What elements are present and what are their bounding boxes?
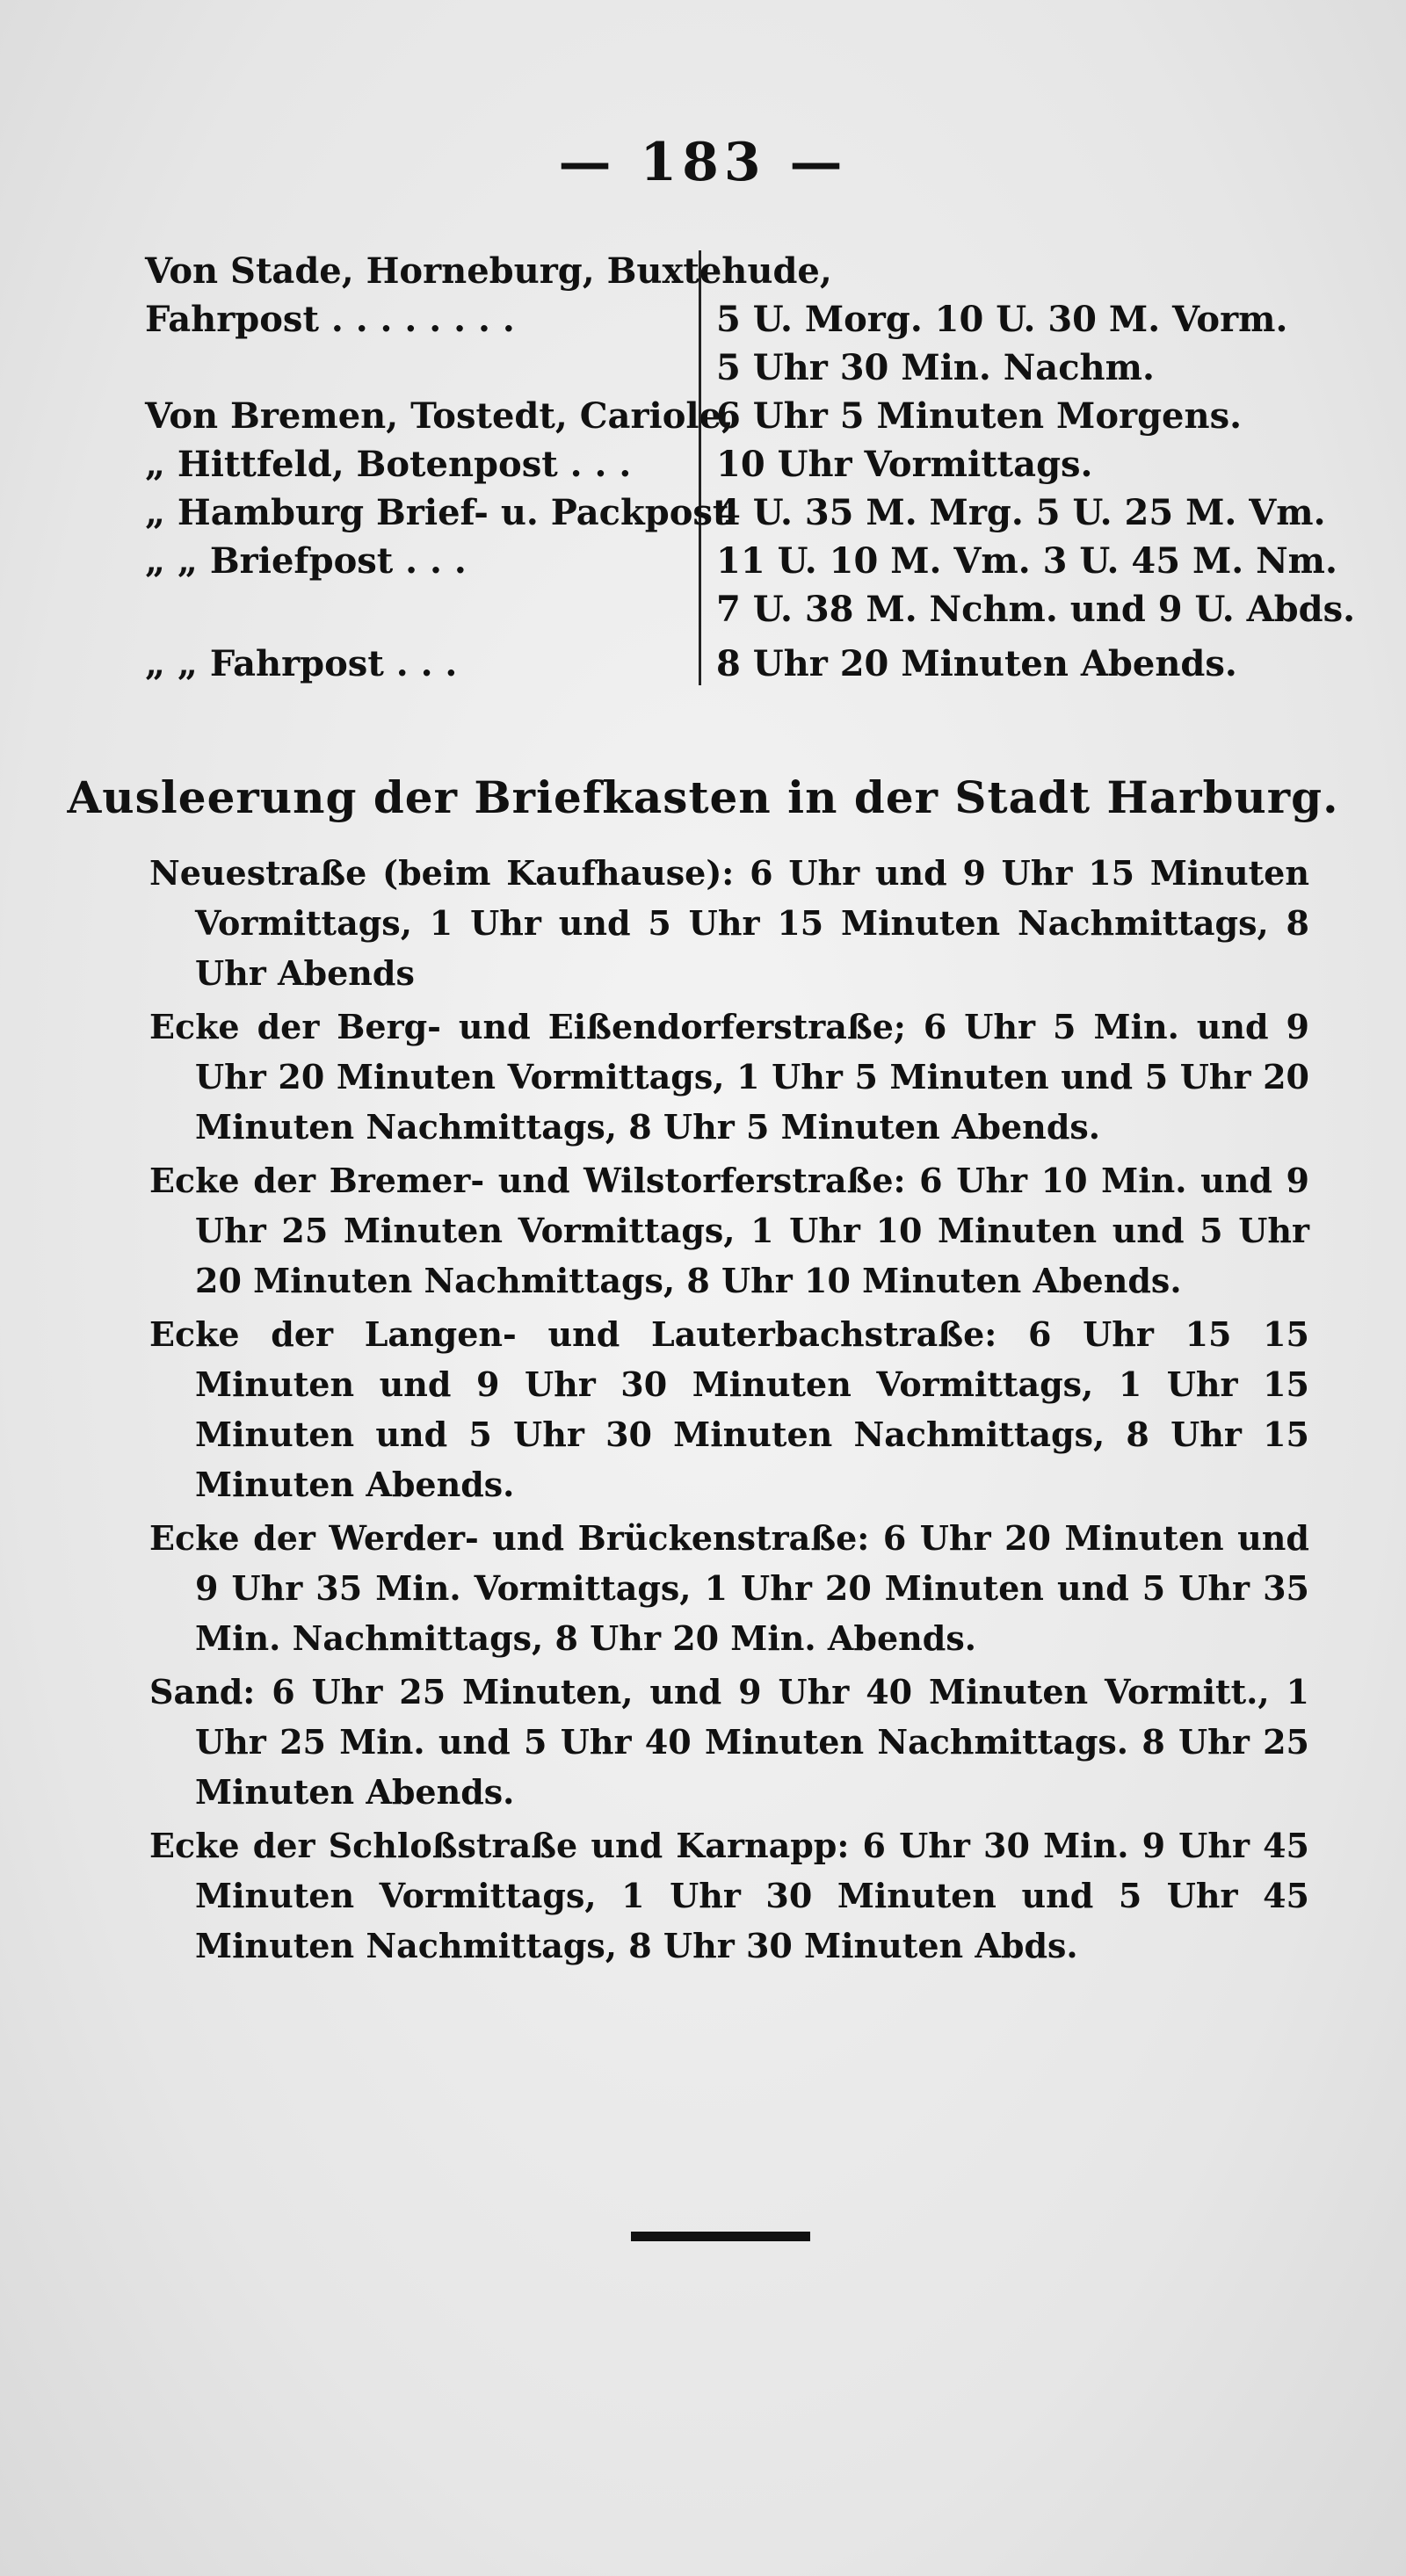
schedule-time: 8 Uhr 20 Minuten Abends. bbox=[716, 643, 1237, 684]
schedule-origin: „ Hittfeld, Botenpost . . . bbox=[145, 444, 632, 485]
section-heading: Ausleerung der Briefkasten in der Stadt Harburg. bbox=[67, 771, 1339, 823]
page-number: — 183 — bbox=[558, 132, 848, 193]
schedule-origin: Von Stade, Horneburg, Buxtehude, bbox=[145, 250, 832, 292]
schedule-origin: Fahrpost . . . . . . . . bbox=[145, 299, 515, 340]
schedule-time: 11 U. 10 M. Vm. 3 U. 45 M. Nm. bbox=[716, 540, 1337, 582]
schedule-origin: „ „ Fahrpost . . . bbox=[145, 643, 458, 684]
collection-entry: Ecke der Werder- und Brückenstraße: 6 Uhr 20 Minuten und 9 Uhr 35 Min. Vormittags, 1 Uhr 20 Minuten und 5 Uhr 35 Min. Nachmittags, 8 Uhr 20 Min. Abends. bbox=[149, 1518, 1309, 1658]
closing-rule bbox=[631, 2232, 810, 2241]
collection-entry: Ecke der Berg- und Eißendorferstraße; 6 Uhr 5 Min. und 9 Uhr 20 Minuten Vormittags, 1 Uhr 5 Minuten und 5 Uhr 20 Minuten Nachmittags, 8 Uhr 5 Minuten Abends. bbox=[149, 1007, 1309, 1147]
collection-entry: Sand: 6 Uhr 25 Minuten, und 9 Uhr 40 Minuten Vormitt., 1 Uhr 25 Min. und 5 Uhr 40 Minuten Nachmittags. 8 Uhr 25 Minuten Abends. bbox=[149, 1672, 1309, 1812]
schedule-time: 7 U. 38 M. Nchm. und 9 U. Abds. bbox=[716, 589, 1356, 630]
collection-entry: Neuestraße (beim Kaufhause): 6 Uhr und 9 Uhr 15 Minuten Vormittags, 1 Uhr und 5 Uhr 15 Minuten Nachmittags, 8 Uhr Abends bbox=[149, 853, 1309, 993]
schedule-time: 4 U. 35 M. Mrg. 5 U. 25 M. Vm. bbox=[716, 492, 1326, 533]
collection-entry: Ecke der Schloßstraße und Karnapp: 6 Uhr 30 Min. 9 Uhr 45 Minuten Vormittags, 1 Uhr 30 Minuten und 5 Uhr 45 Minuten Nachmittags, 8 Uhr 30 Minuten Abds. bbox=[149, 1826, 1309, 1965]
schedule-time: 5 U. Morg. 10 U. 30 M. Vorm. bbox=[716, 299, 1288, 340]
collection-entry: Ecke der Bremer- und Wilstorferstraße: 6 Uhr 10 Min. und 9 Uhr 25 Minuten Vormittags, 1 Uhr 10 Minuten und 5 Uhr 20 Minuten Nachmittags, 8 Uhr 10 Minuten Abends. bbox=[149, 1161, 1309, 1300]
schedule-time: 10 Uhr Vormittags. bbox=[716, 444, 1093, 485]
schedule-origin: „ „ Briefpost . . . bbox=[145, 540, 467, 582]
schedule-origin: „ Hamburg Brief- u. Packpost bbox=[145, 492, 729, 533]
collection-entry: Ecke der Langen- und Lauterbachstraße: 6 Uhr 15 15 Minuten und 9 Uhr 30 Minuten Vormittags, 1 Uhr 15 Minuten und 5 Uhr 30 Minuten Nachmittags, 8 Uhr 15 Minuten Abends. bbox=[149, 1314, 1309, 1504]
schedule-time: 6 Uhr 5 Minuten Morgens. bbox=[716, 395, 1243, 437]
column-divider bbox=[699, 250, 701, 685]
schedule-time: 5 Uhr 30 Min. Nachm. bbox=[716, 347, 1155, 388]
mailbox-collection-list bbox=[149, 848, 1309, 1974]
schedule-origin: Von Bremen, Tostedt, Cariole, bbox=[145, 395, 734, 437]
post-schedule-table bbox=[145, 250, 1356, 690]
